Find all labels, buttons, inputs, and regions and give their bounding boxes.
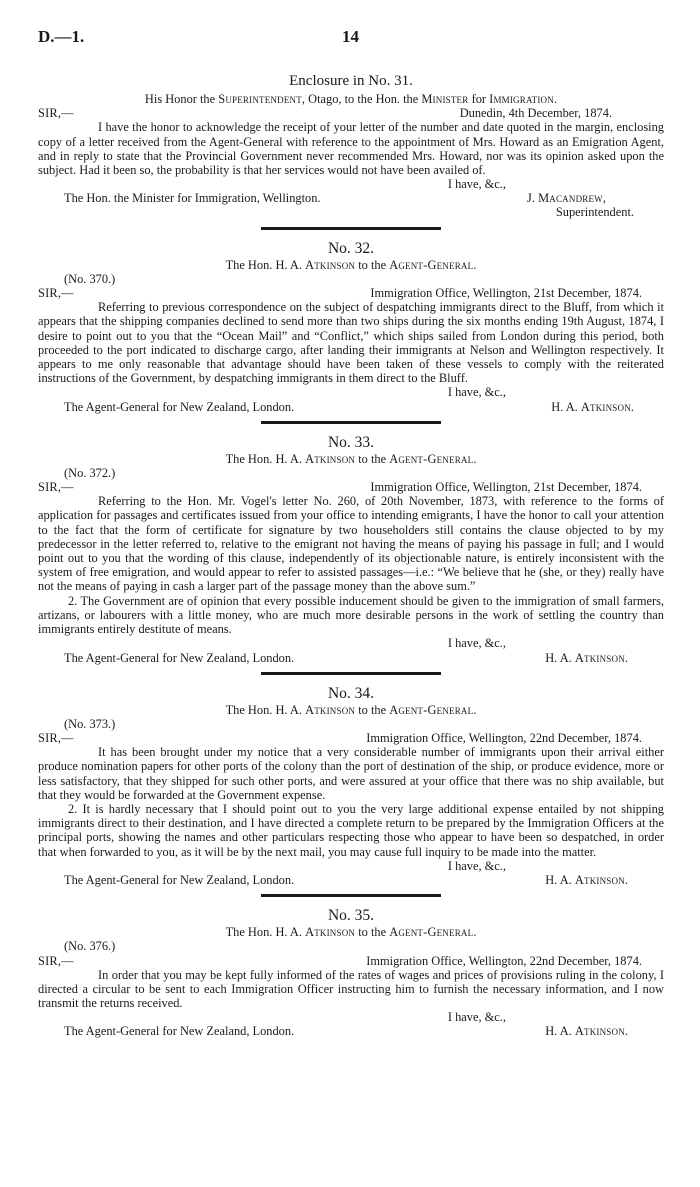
signature-row: [38, 651, 664, 665]
letter-no-34: [38, 684, 664, 897]
paragraph: In order that you may be kept fully informed of the rates of wages and prices of provisions ruling in the colony, I directed a circular to be sent to each Immigration Officer instructing him to furnish the necessary information, and I now transmit the returns received.: [38, 967, 664, 1010]
paragraph: I have the honor to acknowledge the receipt of your letter of the number and date quoted in the margin, enclosing copy of a letter received from the Agent-General with reference to the appointment of Mrs. Howard as an Emigration Agent, and in reply to state that the Provincial Government never recommended Mrs. Howard, nor was its opinion asked upon the subject. Had it been so, the probability is that her services would not have been availed of.: [38, 120, 664, 178]
signature: H. A. Atkinson.: [545, 1024, 628, 1039]
letter-no-32: [38, 239, 664, 424]
from-to-line: The Hon. H. A. Atkinson to the Agent-General.: [225, 925, 477, 940]
salutation: SIR,—: [38, 731, 74, 746]
reference-number: (No. 372.): [64, 466, 116, 481]
place-date: Immigration Office, Wellington, 21st December, 1874.: [370, 286, 642, 301]
section-divider: [261, 421, 441, 424]
closing: I have, &c.,: [447, 636, 506, 651]
from-to-line: The Hon. H. A. Atkinson to the Agent-General.: [225, 702, 477, 717]
signature-row: [38, 873, 664, 887]
addressee: The Hon. the Minister for Immigration, Wellington.: [64, 191, 321, 206]
letter-enclosure-31: [38, 74, 664, 230]
section-divider: [261, 894, 441, 897]
salutation: SIR,—: [38, 480, 74, 495]
addressee: The Agent-General for New Zealand, London.: [64, 399, 295, 414]
paragraph: Referring to the Hon. Mr. Vogel's letter No. 260, of 20th November, 1873, with reference to the forms of application for passages and certificates issued from your office to intending emigrants, I have the honor to call your attention to the fact that the form of certificate for signature by two householders still contains the clause objected to by my predecessor in the letter referred to, relative to the emigrant not having the means of paying his passage in full; and I would point out to you that the wording of this clause, independently of its objectionable nature, is entirely inconsistent with the system of free emigration, and would appear to refer to assisted passages—i.e.: “We believe that he (she, or they) really have not the means of paying in cash a larger part of the passage money than the above sum.”: [38, 494, 664, 594]
paragraph: 2. The Government are of opinion that every possible inducement should be given to the immigration of small farmers, artizans, or labourers with a little money, who are much more desirable persons in the work of settling the country than immigrants entirely destitute of means.: [38, 593, 664, 637]
salutation-row: [38, 954, 664, 968]
reference-number: (No. 373.): [64, 716, 116, 731]
closing: I have, &c.,: [447, 385, 506, 400]
section-divider: [261, 672, 441, 675]
closing: I have, &c.,: [447, 858, 506, 873]
document-reference: D.—1.: [38, 27, 85, 46]
section-title: No. 33.: [327, 433, 375, 451]
paragraph: Referring to previous correspondence on the subject of despatching immigrants direct to the Bluff, from which it appears that the shipping companies declined to send more than two ships during the six months ending 19th August, 1874, I desire to point out to you that the “Ocean Mail” and “Conflict,” which ships sailed from London during this period, both proceeded to the port indicated to discharge cargo, after landing their immigrants at Nelson and Wellington respectively. It appears to me only reasonable that advantage should have been taken of these vessels to comply with the reiterated instructions of the Government, by despatching immigrants in them direct to the Bluff.: [38, 300, 664, 386]
closing: I have, &c.,: [447, 177, 506, 192]
signature-row: [38, 191, 664, 205]
salutation-row: [38, 480, 664, 494]
paragraph: 2. It is hardly necessary that I should point out to you the very large additional expense entailed by not shipping immigrants direct to their destination, and I have directed a complete return to be prepared by the Immigration Officers at the principal ports, showing the names and other particulars respecting those who appear to have been so despatched, in order that when forwarded to you, as it will be by the next mail, you may cause full inquiry to be made into the matter.: [38, 801, 664, 859]
document-page: [38, 27, 664, 1039]
reference-number: (No. 370.): [64, 272, 116, 287]
reference-number: (No. 376.): [64, 939, 116, 954]
signature: H. A. Atkinson.: [545, 650, 628, 665]
salutation: SIR,—: [38, 286, 74, 301]
signature: H. A. Atkinson.: [545, 872, 628, 887]
place-date: Immigration Office, Wellington, 21st December, 1874.: [370, 480, 642, 495]
salutation-row: [38, 106, 664, 120]
signature-title: Superintendent.: [555, 205, 634, 220]
signature-row: [38, 400, 664, 414]
addressee: The Agent-General for New Zealand, London.: [64, 872, 295, 887]
from-to-line: The Hon. H. A. Atkinson to the Agent-General.: [225, 451, 477, 466]
salutation: SIR,—: [38, 953, 74, 968]
signature: H. A. Atkinson.: [551, 399, 634, 414]
letter-no-35: [38, 906, 664, 1039]
section-title: Enclosure in No. 31.: [289, 73, 413, 89]
salutation-row: [38, 731, 664, 745]
section-divider: [261, 227, 441, 230]
section-title: No. 34.: [327, 684, 375, 702]
letter-no-33: [38, 433, 664, 675]
place-date: Immigration Office, Wellington, 22nd December, 1874.: [366, 731, 642, 746]
addressee: The Agent-General for New Zealand, London.: [64, 650, 295, 665]
signature-row: [38, 1024, 664, 1038]
page-header: [38, 27, 664, 54]
place-date: Immigration Office, Wellington, 22nd December, 1874.: [366, 953, 642, 968]
salutation: SIR,—: [38, 106, 74, 121]
page-number: 14: [342, 27, 359, 46]
section-title: No. 35.: [327, 906, 375, 924]
from-to-line: The Hon. H. A. Atkinson to the Agent-General.: [225, 257, 477, 272]
signature: J. Macandrew,: [527, 191, 606, 206]
closing: I have, &c.,: [447, 1010, 506, 1025]
from-to-line: His Honor the Superintendent, Otago, to the Hon. the Minister for Immigration.: [144, 92, 558, 107]
salutation-row: [38, 286, 664, 300]
addressee: The Agent-General for New Zealand, London.: [64, 1024, 295, 1039]
place-date: Dunedin, 4th December, 1874.: [459, 106, 612, 121]
paragraph: It has been brought under my notice that a very considerable number of immigrants upon their arrival either produce nomination papers for other ports of the colony than the port of destination of the ship, or produce evidence, more or less satisfactory, that they shipped for such other ports, and were assured at your office that there was no ship available, but that they would be forwarded at the Government expense.: [38, 745, 664, 802]
section-title: No. 32.: [327, 239, 375, 257]
